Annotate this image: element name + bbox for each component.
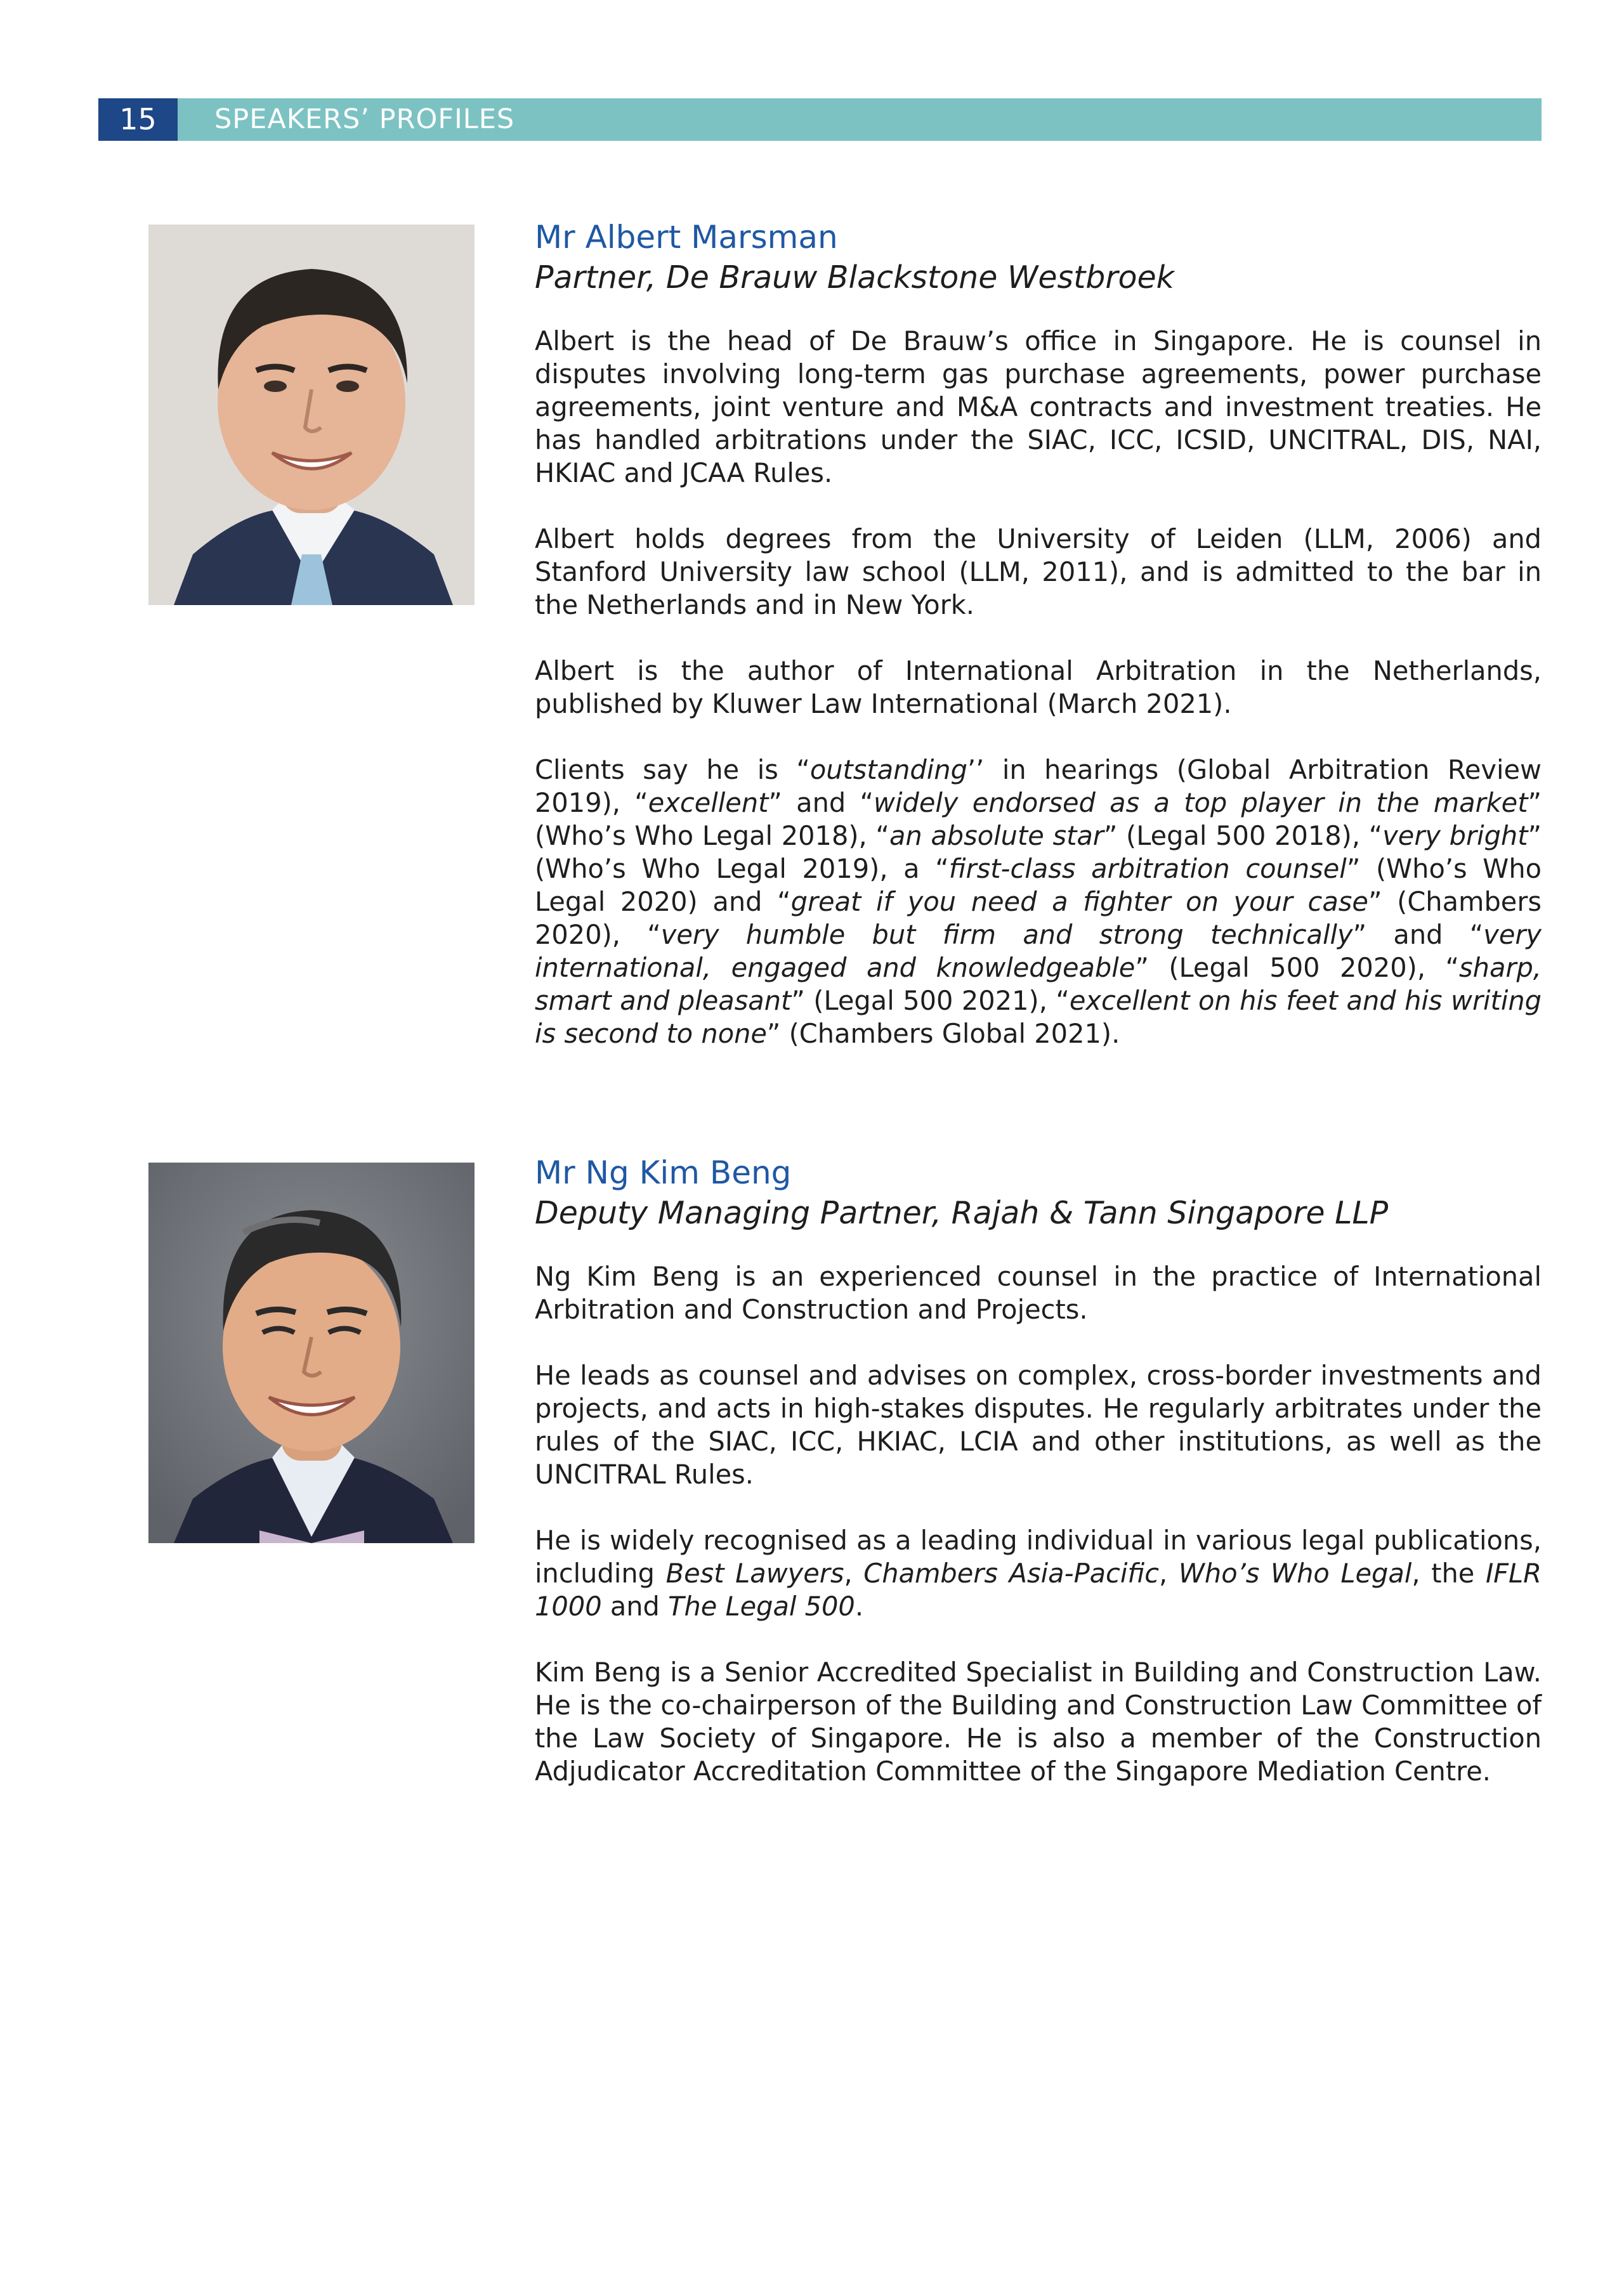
bio-paragraph: Kim Beng is a Senior Accredited Specialist in Building and Construction Law. He is the co-chairperson of the Building and Construction Law Committee of the Law Society of Singapore. He is also a member of the Construction Adjudicator Accreditation Committee of the Singapore Mediation Centre. (535, 1657, 1542, 1787)
bio-quote: very international, engaged and knowledgeable (535, 919, 1542, 983)
bio-quote: very bright (1382, 820, 1528, 851)
speaker-role: Partner, De Brauw Blackstone Westbroek (535, 259, 1175, 296)
publication-title: Chambers Asia-Pacific (863, 1558, 1160, 1589)
speaker-name: Mr Ng Kim Beng (535, 1154, 792, 1191)
bio-quote: very humble but firm and strong technically (660, 919, 1353, 950)
bio-paragraph-publications (535, 1524, 1542, 1623)
speaker-photo-albert-marsman (148, 225, 475, 605)
bio-text: ’’ in hearings (Global Arbitration Review 2019), “ (535, 754, 1542, 818)
publication-title: Who’s Who Legal (1178, 1558, 1412, 1589)
bio-text: . (855, 1591, 864, 1622)
bio-quote: widely endorsed as a top player in the market (874, 787, 1528, 818)
bio-text: , (1159, 1558, 1179, 1589)
speaker-name: Mr Albert Marsman (535, 219, 838, 256)
speaker-photo-ng-kim-beng (148, 1163, 475, 1543)
bio-text: and (601, 1591, 669, 1622)
bio-quote: sharp, smart and pleasant (535, 952, 1542, 1016)
speaker-role: Deputy Managing Partner, Rajah & Tann Singapore LLP (535, 1195, 1389, 1231)
bio-text: Clients say he is “ (535, 754, 810, 785)
bio-quote: excellent on his feet and his writing is second to none (535, 985, 1542, 1049)
bio-text: ” (Legal 500 2018), “ (1103, 820, 1383, 851)
speaker-profile-ng-kim-beng (535, 1152, 1542, 1821)
bio-paragraph: He leads as counsel and advises on complex, cross-border investments and projects, and acts in high-stakes disputes. He regularly arbitrates under the rules of the SIAC, ICC, HKIAC, LCIA and other institutions, as well as the UNCITRAL Rules. (535, 1360, 1542, 1490)
bio-paragraph-quotes (535, 753, 1542, 1050)
bio-quote: excellent (648, 787, 769, 818)
bio-text: ” (Chambers Global 2021). (766, 1018, 1120, 1049)
page-number: 15 (98, 98, 178, 141)
bio-text: ” (Who’s Who Legal 2018), “ (535, 787, 1542, 851)
publication-title: IFLR 1000 (535, 1558, 1542, 1622)
bio-text: , the (1411, 1558, 1486, 1589)
bio-text: ” and “ (1352, 919, 1484, 950)
bio-text: He is widely recognised as a leading individual in various legal publications, including (535, 1525, 1542, 1589)
bio-paragraph: Albert is the head of De Brauw’s office in Singapore. He is counsel in disputes involving long-term gas purchase agreements, power purchase agreements, joint venture and M&A contracts and investment treaties. He has handled arbitrations under the SIAC, ICC, ICSID, UNCITRAL, DIS, NAI, HKIAC and JCAA Rules. (535, 325, 1542, 488)
speaker-profile-albert-marsman (535, 217, 1542, 1083)
bio-quote: outstanding (809, 754, 967, 785)
bio-text: ” (Legal 500 2021), “ (791, 985, 1070, 1016)
publication-title: The Legal 500 (668, 1591, 855, 1622)
bio-paragraph: Albert holds degrees from the University of Leiden (LLM, 2006) and Stanford University law school (LLM, 2011), and is admitted to the bar in the Netherlands and in New York. (535, 523, 1542, 620)
bio-quote: an absolute star (889, 820, 1104, 851)
bio-text: ” and “ (768, 787, 874, 818)
bio-text: ” (Who’s Who Legal 2020) and “ (535, 853, 1542, 917)
bio-paragraph: Albert is the author of International Arbitration in the Netherlands, published by Kluwer Law International (March 2021). (535, 655, 1542, 719)
publication-title: Best Lawyers (665, 1558, 844, 1589)
bio-text: ” (Who’s Who Legal 2019), a “ (535, 820, 1542, 884)
section-title: SPEAKERS’ PROFILES (214, 103, 515, 135)
bio-quote: great if you need a fighter on your case (790, 886, 1368, 917)
bio-quote: first-class arbitration counsel (948, 853, 1347, 884)
bio-text: ” (Legal 500 2020), “ (1135, 952, 1460, 983)
bio-text: , (844, 1558, 864, 1589)
header-bar (98, 98, 1542, 141)
bio-text: ” (Chambers 2020), “ (535, 886, 1542, 950)
bio-paragraph: Ng Kim Beng is an experienced counsel in the practice of International Arbitration and Construction and Projects. (535, 1261, 1542, 1325)
